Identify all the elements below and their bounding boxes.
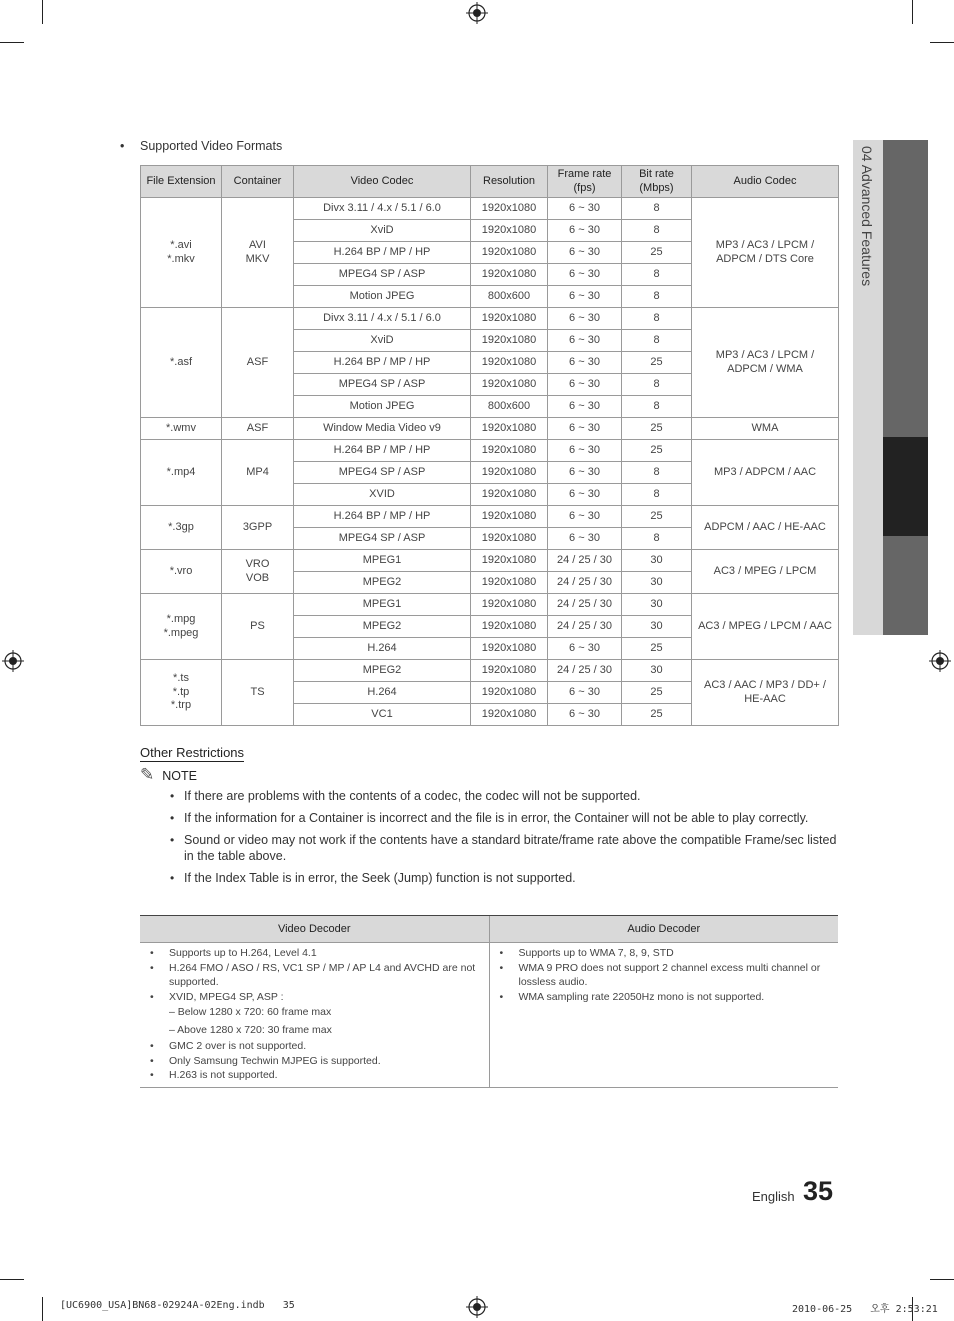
crop-mark: [930, 42, 954, 43]
pencil-icon: ✎: [140, 765, 155, 784]
table-cell: MPEG2: [294, 572, 471, 594]
table-cell: MPEG1: [294, 594, 471, 616]
table-cell: H.264 BP / MP / HP: [294, 440, 471, 462]
table-cell: AC3 / MPEG / LPCM / AAC: [692, 594, 839, 660]
table-cell: 25: [622, 638, 692, 660]
table-cell: 25: [622, 242, 692, 264]
table-cell: 1920x1080: [471, 352, 548, 374]
video-decoder-cell: [140, 943, 489, 1088]
table-header-row: [140, 916, 838, 943]
table-cell: 8: [622, 198, 692, 220]
table-cell: MPEG4 SP / ASP: [294, 264, 471, 286]
table-cell: VC1: [294, 704, 471, 726]
table-cell: 1920x1080: [471, 242, 548, 264]
table-cell: MPEG4 SP / ASP: [294, 462, 471, 484]
table-cell: H.264 BP / MP / HP: [294, 506, 471, 528]
table-cell: H.264: [294, 638, 471, 660]
table-cell: *.3gp: [141, 506, 222, 550]
audio-decoder-header: Audio Decoder: [489, 916, 838, 943]
table-cell: 1920x1080: [471, 462, 548, 484]
table-cell: ASF: [222, 308, 294, 418]
table-cell: *.mpg *.mpeg: [141, 594, 222, 660]
table-cell: 25: [622, 704, 692, 726]
list-item: • GMC 2 over is not supported.: [148, 1039, 483, 1054]
table-cell: 1920x1080: [471, 660, 548, 682]
column-header: Video Codec: [294, 166, 471, 198]
table-cell: 6 ~ 30: [548, 308, 622, 330]
table-cell: 6 ~ 30: [548, 418, 622, 440]
page-number: 35: [803, 1176, 834, 1206]
table-cell: 1920x1080: [471, 638, 548, 660]
table-cell: 8: [622, 462, 692, 484]
table-cell: VRO VOB: [222, 550, 294, 594]
table-cell: Window Media Video v9: [294, 418, 471, 440]
list-item: • Supports up to WMA 7, 8, 9, STD: [498, 946, 833, 961]
table-row: [141, 198, 839, 220]
chapter-tab-block: [883, 140, 928, 437]
table-cell: H.264 BP / MP / HP: [294, 352, 471, 374]
table-cell: *.ts *.tp *.trp: [141, 660, 222, 726]
table-row: [140, 943, 838, 1088]
table-cell: MP4: [222, 440, 294, 506]
table-cell: 6 ~ 30: [548, 352, 622, 374]
table-cell: 30: [622, 660, 692, 682]
table-cell: 8: [622, 264, 692, 286]
table-cell: 1920x1080: [471, 330, 548, 352]
table-cell: *.wmv: [141, 418, 222, 440]
table-cell: 6 ~ 30: [548, 484, 622, 506]
table-cell: 24 / 25 / 30: [548, 550, 622, 572]
crop-mark: [42, 1297, 43, 1321]
crop-mark: [0, 42, 24, 43]
video-decoder-list: [148, 946, 483, 1083]
table-cell: 800x600: [471, 286, 548, 308]
table-row: [141, 550, 839, 572]
table-cell: 1920x1080: [471, 308, 548, 330]
list-item: – Above 1280 x 720: 30 frame max: [169, 1023, 332, 1036]
table-cell: 1920x1080: [471, 572, 548, 594]
table-cell: 25: [622, 682, 692, 704]
table-row: [141, 594, 839, 616]
video-decoder-header: Video Decoder: [140, 916, 489, 943]
table-row: [141, 418, 839, 440]
table-cell: 8: [622, 528, 692, 550]
table-cell: 25: [622, 352, 692, 374]
table-cell: MPEG4 SP / ASP: [294, 528, 471, 550]
table-cell: *.mp4: [141, 440, 222, 506]
list-item: • WMA 9 PRO does not support 2 channel excess multi channel or lossless audio.: [498, 961, 833, 990]
list-item: • If the Index Table is in error, the Seek (Jump) function is not supported.: [170, 870, 842, 886]
table-cell: 24 / 25 / 30: [548, 572, 622, 594]
table-cell: 1920x1080: [471, 198, 548, 220]
table-cell: XVID: [294, 484, 471, 506]
table-cell: *.avi *.mkv: [141, 198, 222, 308]
audio-decoder-list: [498, 946, 833, 1004]
table-cell: 24 / 25 / 30: [548, 616, 622, 638]
crop-mark: [930, 1279, 954, 1280]
table-cell: XviD: [294, 220, 471, 242]
list-item: • XVID, MPEG4 SP, ASP :: [148, 990, 483, 1005]
list-item: – Below 1280 x 720: 60 frame max: [169, 1006, 332, 1018]
table-cell: 6 ~ 30: [548, 528, 622, 550]
table-cell: 1920x1080: [471, 704, 548, 726]
table-cell: Motion JPEG: [294, 396, 471, 418]
table-cell: MP3 / AC3 / LPCM / ADPCM / DTS Core: [692, 198, 839, 308]
list-item: • Supports up to H.264, Level 4.1: [148, 946, 483, 961]
table-cell: XviD: [294, 330, 471, 352]
column-header: Audio Codec: [692, 166, 839, 198]
list-item: • WMA sampling rate 22050Hz mono is not supported.: [498, 990, 833, 1005]
table-cell: PS: [222, 594, 294, 660]
table-cell: AC3 / AAC / MP3 / DD+ / HE-AAC: [692, 660, 839, 726]
registration-mark-icon: [466, 1296, 488, 1318]
table-cell: AC3 / MPEG / LPCM: [692, 550, 839, 594]
table-cell: 1920x1080: [471, 594, 548, 616]
table-cell: H.264 BP / MP / HP: [294, 242, 471, 264]
decoder-table: [140, 915, 838, 1088]
table-cell: MP3 / ADPCM / AAC: [692, 440, 839, 506]
crop-mark: [0, 1279, 24, 1280]
table-cell: 6 ~ 30: [548, 440, 622, 462]
table-cell: 6 ~ 30: [548, 396, 622, 418]
table-cell: Divx 3.11 / 4.x / 5.1 / 6.0: [294, 198, 471, 220]
table-cell: 25: [622, 506, 692, 528]
table-cell: 24 / 25 / 30: [548, 594, 622, 616]
registration-mark-icon: [2, 650, 24, 672]
table-cell: 6 ~ 30: [548, 198, 622, 220]
print-slug-file: [UC6900_USA]BN68-02924A-02Eng.indb 35: [60, 1300, 295, 1311]
table-cell: 1920x1080: [471, 616, 548, 638]
table-cell: 24 / 25 / 30: [548, 660, 622, 682]
registration-mark-icon: [929, 650, 951, 672]
chapter-tab-block: [883, 536, 928, 635]
table-cell: MP3 / AC3 / LPCM / ADPCM / WMA: [692, 308, 839, 418]
table-cell: 1920x1080: [471, 220, 548, 242]
print-slug-date: 2010-06-25 오후 2:53:21: [792, 1304, 938, 1315]
column-header: Resolution: [471, 166, 548, 198]
table-row: [141, 660, 839, 682]
table-cell: 6 ~ 30: [548, 286, 622, 308]
crop-mark: [912, 0, 913, 24]
section-title-text: Supported Video Formats: [140, 139, 283, 153]
table-header-row: [141, 166, 839, 198]
column-header: Frame rate (fps): [548, 166, 622, 198]
chapter-title: 04 Advanced Features: [859, 146, 875, 287]
bullet-icon: •: [120, 139, 125, 153]
table-cell: 800x600: [471, 396, 548, 418]
table-cell: 8: [622, 286, 692, 308]
table-cell: 30: [622, 594, 692, 616]
section-title: [120, 139, 282, 153]
table-cell: 8: [622, 308, 692, 330]
chapter-side-tab: [853, 140, 928, 635]
table-cell: 1920x1080: [471, 550, 548, 572]
table-cell: 25: [622, 418, 692, 440]
table-cell: *.asf: [141, 308, 222, 418]
table-cell: MPEG2: [294, 616, 471, 638]
table-cell: ASF: [222, 418, 294, 440]
footer-language: English: [752, 1189, 795, 1204]
table-cell: 6 ~ 30: [548, 264, 622, 286]
table-cell: 8: [622, 396, 692, 418]
registration-mark-icon: [466, 2, 488, 24]
table-row: [141, 506, 839, 528]
table-cell: 1920x1080: [471, 528, 548, 550]
table-cell: WMA: [692, 418, 839, 440]
table-cell: AVI MKV: [222, 198, 294, 308]
table-cell: Motion JPEG: [294, 286, 471, 308]
column-header: File Extension: [141, 166, 222, 198]
table-cell: 1920x1080: [471, 440, 548, 462]
table-cell: 1920x1080: [471, 374, 548, 396]
table-cell: TS: [222, 660, 294, 726]
table-cell: 6 ~ 30: [548, 638, 622, 660]
table-cell: MPEG4 SP / ASP: [294, 374, 471, 396]
chapter-tab-block-active: [883, 437, 928, 536]
table-cell: ADPCM / AAC / HE-AAC: [692, 506, 839, 550]
table-cell: 6 ~ 30: [548, 462, 622, 484]
table-cell: 1920x1080: [471, 418, 548, 440]
list-item: • H.264 FMO / ASO / RS, VC1 SP / MP / AP L4 and AVCHD are not supported.: [148, 961, 483, 990]
table-cell: MPEG2: [294, 660, 471, 682]
table-cell: 6 ~ 30: [548, 704, 622, 726]
table-row: [141, 440, 839, 462]
notes-list: [170, 788, 842, 892]
list-item: • H.263 is not supported.: [148, 1068, 483, 1083]
table-cell: 3GPP: [222, 506, 294, 550]
table-cell: 1920x1080: [471, 682, 548, 704]
table-cell: 1920x1080: [471, 484, 548, 506]
column-header: Container: [222, 166, 294, 198]
column-header: Bit rate (Mbps): [622, 166, 692, 198]
crop-mark: [42, 0, 43, 24]
list-item: • Only Samsung Techwin MJPEG is supported.: [148, 1054, 483, 1069]
table-cell: H.264: [294, 682, 471, 704]
note-label-text: NOTE: [162, 769, 197, 783]
table-cell: 8: [622, 220, 692, 242]
table-cell: 6 ~ 30: [548, 506, 622, 528]
list-item: • Sound or video may not work if the contents have a standard bitrate/frame rate above the compatible Frame/sec listed in the table above.: [170, 832, 842, 864]
table-cell: 6 ~ 30: [548, 242, 622, 264]
table-cell: *.vro: [141, 550, 222, 594]
supported-video-formats-table: [140, 165, 839, 726]
table-cell: 6 ~ 30: [548, 330, 622, 352]
table-cell: 8: [622, 374, 692, 396]
table-cell: 1920x1080: [471, 264, 548, 286]
table-cell: 25: [622, 440, 692, 462]
table-cell: 6 ~ 30: [548, 220, 622, 242]
chapter-tab-background: [853, 140, 883, 635]
table-cell: 8: [622, 484, 692, 506]
table-cell: Divx 3.11 / 4.x / 5.1 / 6.0: [294, 308, 471, 330]
table-cell: 8: [622, 330, 692, 352]
table-row: [141, 308, 839, 330]
list-item: • If the information for a Container is incorrect and the file is in error, the Container will not be able to play correctly.: [170, 810, 842, 826]
list-item: • If there are problems with the contents of a codec, the codec will not be supported.: [170, 788, 842, 804]
note-label: [140, 765, 197, 785]
table-cell: 6 ~ 30: [548, 682, 622, 704]
table-cell: 30: [622, 572, 692, 594]
table-cell: 30: [622, 616, 692, 638]
table-cell: 6 ~ 30: [548, 374, 622, 396]
table-cell: 1920x1080: [471, 506, 548, 528]
other-restrictions-heading: Other Restrictions: [140, 745, 245, 760]
table-cell: MPEG1: [294, 550, 471, 572]
table-cell: 30: [622, 550, 692, 572]
audio-decoder-cell: [489, 943, 838, 1088]
